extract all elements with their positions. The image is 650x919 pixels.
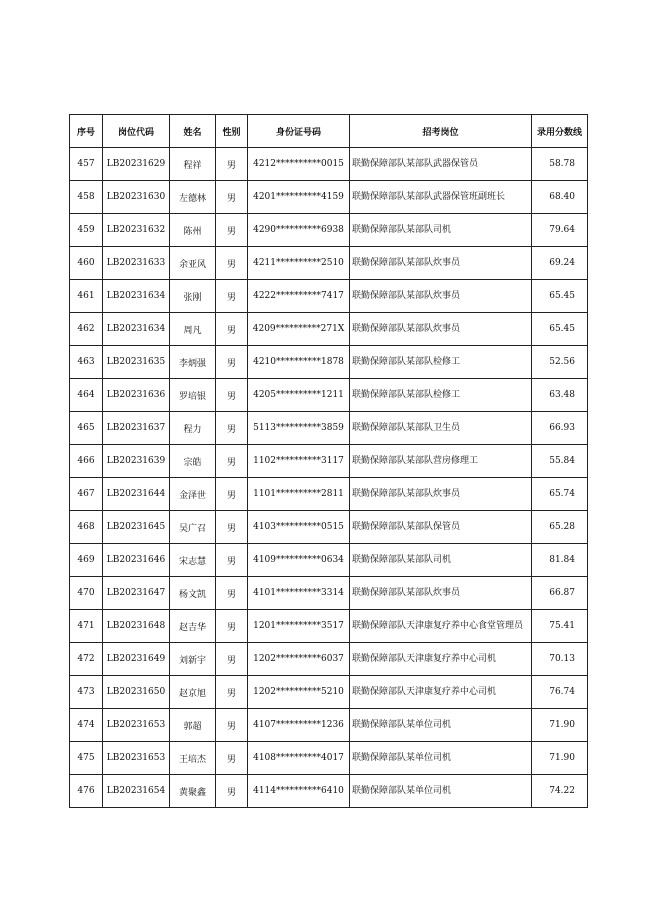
- row-score: 68.40: [532, 181, 588, 214]
- row-post-code: LB20231653: [103, 742, 170, 775]
- row-seq: 468: [70, 511, 103, 544]
- row-id-number: 4205**********1211: [248, 379, 350, 412]
- row-id-number: 1102**********3117: [248, 445, 350, 478]
- row-score: 71.90: [532, 742, 588, 775]
- row-post: 联勤保障部队某部队炊事员: [350, 280, 532, 313]
- table-row: [70, 214, 588, 247]
- header-post: 招考岗位: [350, 115, 532, 148]
- table-row: [70, 346, 588, 379]
- row-post-code: LB20231654: [103, 775, 170, 808]
- row-post-code: LB20231653: [103, 709, 170, 742]
- row-score: 52.56: [532, 346, 588, 379]
- table-row: [70, 709, 588, 742]
- row-seq: 470: [70, 577, 103, 610]
- table-row: [70, 742, 588, 775]
- row-id-number: 4210**********1878: [248, 346, 350, 379]
- row-id-number: 4211**********2510: [248, 247, 350, 280]
- row-sex: 男: [216, 148, 248, 181]
- row-score: 55.84: [532, 445, 588, 478]
- row-score: 65.45: [532, 280, 588, 313]
- row-name: 余亚风: [170, 247, 216, 280]
- header-seq: 序号: [70, 115, 103, 148]
- row-sex: 男: [216, 709, 248, 742]
- row-name: 程祥: [170, 148, 216, 181]
- table-row: [70, 313, 588, 346]
- row-seq: 466: [70, 445, 103, 478]
- row-post-code: LB20231634: [103, 313, 170, 346]
- row-post: 联勤保障部队某部队炊事员: [350, 313, 532, 346]
- row-sex: 男: [216, 544, 248, 577]
- row-id-number: 4201**********4159: [248, 181, 350, 214]
- row-post-code: LB20231632: [103, 214, 170, 247]
- row-name: 赵京旭: [170, 676, 216, 709]
- table-header-row: [70, 115, 588, 148]
- row-post: 联勤保障部队某部队炊事员: [350, 577, 532, 610]
- row-name: 郭超: [170, 709, 216, 742]
- row-seq: 476: [70, 775, 103, 808]
- row-score: 65.28: [532, 511, 588, 544]
- row-name: 杨文凯: [170, 577, 216, 610]
- row-name: 程力: [170, 412, 216, 445]
- row-post: 联勤保障部队某部队炊事员: [350, 247, 532, 280]
- table-row: [70, 379, 588, 412]
- table-row: [70, 676, 588, 709]
- row-post-code: LB20231635: [103, 346, 170, 379]
- header-post-code: 岗位代码: [103, 115, 170, 148]
- table-row: [70, 412, 588, 445]
- row-seq: 458: [70, 181, 103, 214]
- row-name: 吴广召: [170, 511, 216, 544]
- row-seq: 475: [70, 742, 103, 775]
- row-id-number: 4101**********3314: [248, 577, 350, 610]
- header-id-number: 身份证号码: [248, 115, 350, 148]
- table-row: [70, 181, 588, 214]
- row-id-number: 4212**********0015: [248, 148, 350, 181]
- row-score: 65.45: [532, 313, 588, 346]
- row-sex: 男: [216, 280, 248, 313]
- row-post-code: LB20231649: [103, 643, 170, 676]
- row-name: 陈州: [170, 214, 216, 247]
- row-sex: 男: [216, 379, 248, 412]
- row-id-number: 5113**********3859: [248, 412, 350, 445]
- row-post-code: LB20231637: [103, 412, 170, 445]
- row-name: 黄聚鑫: [170, 775, 216, 808]
- row-seq: 467: [70, 478, 103, 511]
- row-seq: 465: [70, 412, 103, 445]
- row-score: 76.74: [532, 676, 588, 709]
- row-seq: 469: [70, 544, 103, 577]
- row-post: 联勤保障部队某部队炊事员: [350, 478, 532, 511]
- row-seq: 471: [70, 610, 103, 643]
- row-post-code: LB20231646: [103, 544, 170, 577]
- row-id-number: 1202**********6037: [248, 643, 350, 676]
- row-sex: 男: [216, 445, 248, 478]
- row-post: 联勤保障部队某部队武器保管员: [350, 148, 532, 181]
- row-id-number: 1202**********5210: [248, 676, 350, 709]
- row-post: 联勤保障部队某部队司机: [350, 544, 532, 577]
- row-seq: 460: [70, 247, 103, 280]
- table-row: [70, 148, 588, 181]
- row-score: 63.48: [532, 379, 588, 412]
- row-seq: 464: [70, 379, 103, 412]
- table-row: [70, 610, 588, 643]
- row-id-number: 1201**********3517: [248, 610, 350, 643]
- row-seq: 473: [70, 676, 103, 709]
- row-name: 宋志慧: [170, 544, 216, 577]
- row-name: 金泽世: [170, 478, 216, 511]
- row-post: 联勤保障部队某部队司机: [350, 214, 532, 247]
- row-post: 联勤保障部队某部队卫生员: [350, 412, 532, 445]
- row-id-number: 4222**********7417: [248, 280, 350, 313]
- row-name: 刘新宇: [170, 643, 216, 676]
- row-post-code: LB20231633: [103, 247, 170, 280]
- row-seq: 457: [70, 148, 103, 181]
- row-id-number: 4114**********6410: [248, 775, 350, 808]
- row-name: 罗培银: [170, 379, 216, 412]
- row-post: 联勤保障部队某部队营房修理工: [350, 445, 532, 478]
- row-name: 王培杰: [170, 742, 216, 775]
- row-sex: 男: [216, 610, 248, 643]
- row-sex: 男: [216, 247, 248, 280]
- row-post: 联勤保障部队天津康复疗养中心司机: [350, 643, 532, 676]
- admission-score-table: [69, 114, 588, 808]
- row-post: 联勤保障部队天津康复疗养中心食堂管理员: [350, 610, 532, 643]
- row-name: 周凡: [170, 313, 216, 346]
- table-row: [70, 445, 588, 478]
- table-row: [70, 280, 588, 313]
- row-post-code: LB20231639: [103, 445, 170, 478]
- row-score: 81.84: [532, 544, 588, 577]
- row-post: 联勤保障部队某单位司机: [350, 709, 532, 742]
- row-post-code: LB20231647: [103, 577, 170, 610]
- row-post: 联勤保障部队某部队检修工: [350, 346, 532, 379]
- table-row: [70, 478, 588, 511]
- row-score: 75.41: [532, 610, 588, 643]
- row-id-number: 4290**********6938: [248, 214, 350, 247]
- row-sex: 男: [216, 214, 248, 247]
- header-sex: 性别: [216, 115, 248, 148]
- row-score: 70.13: [532, 643, 588, 676]
- table-row: [70, 775, 588, 808]
- row-post-code: LB20231648: [103, 610, 170, 643]
- row-seq: 461: [70, 280, 103, 313]
- table-row: [70, 247, 588, 280]
- row-post: 联勤保障部队某部队检修工: [350, 379, 532, 412]
- row-post-code: LB20231630: [103, 181, 170, 214]
- row-post-code: LB20231629: [103, 148, 170, 181]
- row-id-number: 4103**********0515: [248, 511, 350, 544]
- row-sex: 男: [216, 577, 248, 610]
- row-score: 66.87: [532, 577, 588, 610]
- row-seq: 472: [70, 643, 103, 676]
- row-sex: 男: [216, 643, 248, 676]
- row-post-code: LB20231644: [103, 478, 170, 511]
- row-name: 左德林: [170, 181, 216, 214]
- row-sex: 男: [216, 412, 248, 445]
- table-row: [70, 544, 588, 577]
- row-name: 李炳强: [170, 346, 216, 379]
- row-id-number: 4108**********4017: [248, 742, 350, 775]
- table-body: [70, 148, 588, 808]
- row-sex: 男: [216, 742, 248, 775]
- row-sex: 男: [216, 676, 248, 709]
- row-sex: 男: [216, 775, 248, 808]
- row-score: 69.24: [532, 247, 588, 280]
- row-sex: 男: [216, 346, 248, 379]
- row-id-number: 4209**********271X: [248, 313, 350, 346]
- row-post: 联勤保障部队天津康复疗养中心司机: [350, 676, 532, 709]
- row-post-code: LB20231645: [103, 511, 170, 544]
- row-id-number: 1101**********2811: [248, 478, 350, 511]
- table-row: [70, 511, 588, 544]
- table-row: [70, 577, 588, 610]
- row-id-number: 4109**********0634: [248, 544, 350, 577]
- row-sex: 男: [216, 181, 248, 214]
- row-score: 65.74: [532, 478, 588, 511]
- row-score: 58.78: [532, 148, 588, 181]
- row-id-number: 4107**********1236: [248, 709, 350, 742]
- row-score: 66.93: [532, 412, 588, 445]
- row-name: 赵吉华: [170, 610, 216, 643]
- row-post-code: LB20231636: [103, 379, 170, 412]
- row-seq: 474: [70, 709, 103, 742]
- row-score: 71.90: [532, 709, 588, 742]
- row-name: 宗皓: [170, 445, 216, 478]
- row-seq: 463: [70, 346, 103, 379]
- row-name: 张刚: [170, 280, 216, 313]
- header-name: 姓名: [170, 115, 216, 148]
- row-seq: 459: [70, 214, 103, 247]
- row-post: 联勤保障部队某部队武器保管班副班长: [350, 181, 532, 214]
- row-score: 74.22: [532, 775, 588, 808]
- row-sex: 男: [216, 313, 248, 346]
- row-post: 联勤保障部队某部队保管员: [350, 511, 532, 544]
- row-post: 联勤保障部队某单位司机: [350, 742, 532, 775]
- table-row: [70, 643, 588, 676]
- row-post-code: LB20231634: [103, 280, 170, 313]
- row-sex: 男: [216, 478, 248, 511]
- row-score: 79.64: [532, 214, 588, 247]
- row-post-code: LB20231650: [103, 676, 170, 709]
- row-seq: 462: [70, 313, 103, 346]
- row-sex: 男: [216, 511, 248, 544]
- header-score: 录用分数线: [532, 115, 588, 148]
- row-post: 联勤保障部队某单位司机: [350, 775, 532, 808]
